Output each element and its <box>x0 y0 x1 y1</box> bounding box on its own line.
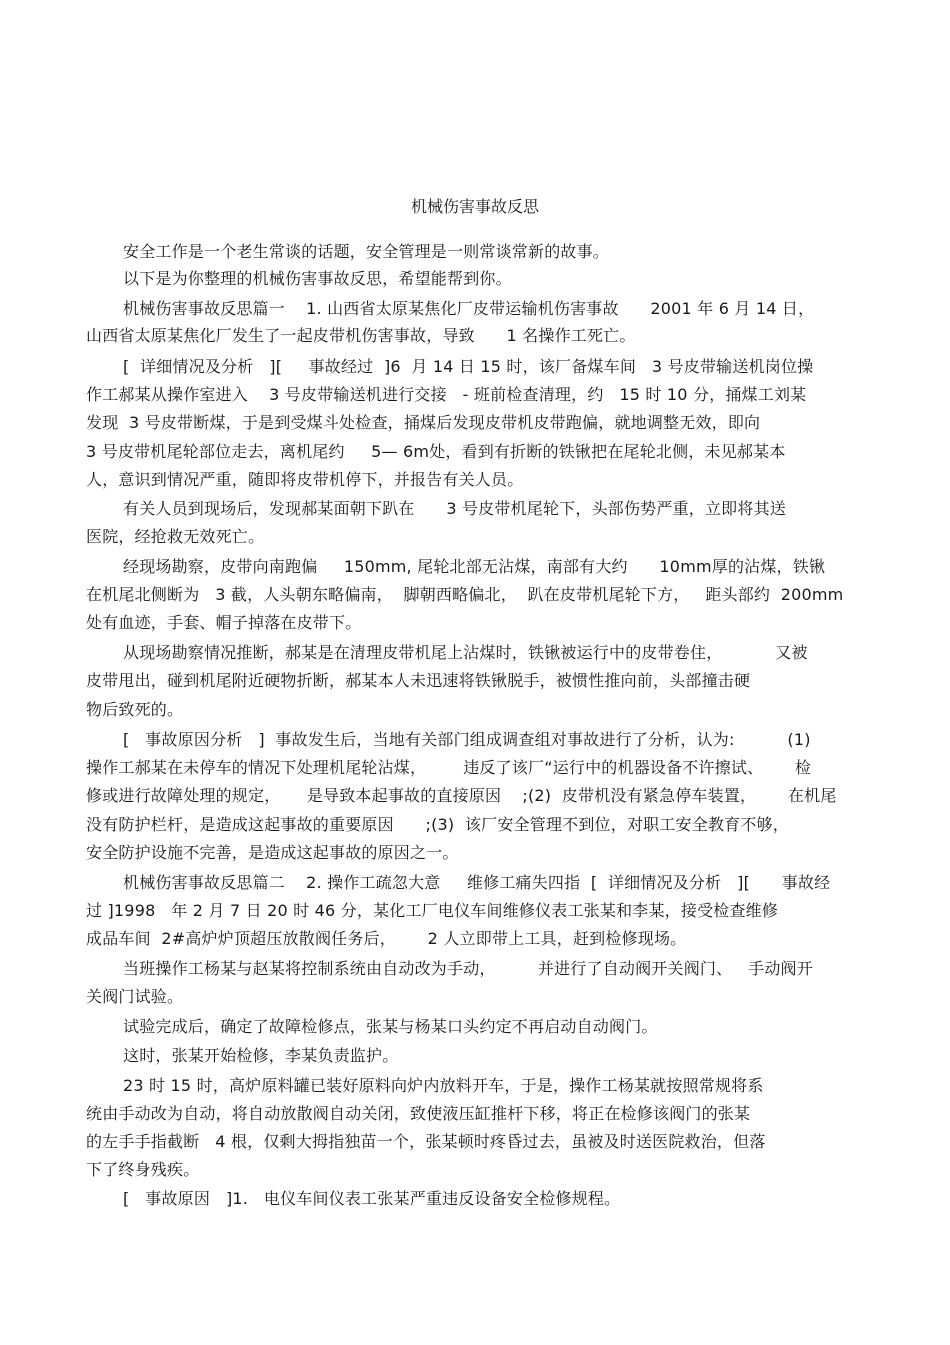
paragraph-line: [ 事故原因分析 ] 事故发生后，当地有关部门组成调查组对事故进行了分析，认为: (1) <box>123 730 811 749</box>
paragraph-line: 当班操作工杨某与赵某将控制系统由自动改为手动， 并进行了自动阀开关阀门、 手动阀开 <box>123 959 813 978</box>
paragraph-line: 发现 3 号皮带断煤，于是到受煤斗处检查，捅煤后发现皮带机皮带跑偏，就地调整无效，即向 <box>86 413 761 432</box>
paragraph-line: 23 时 15 时，高炉原料罐已装好原料向炉内放料开车，于是，操作工杨某就按照常规将系 <box>123 1076 764 1095</box>
paragraph-line: 皮带甩出，碰到机尾附近硬物折断，郝某本人未迅速将铁锹脱手，被惯性推向前，头部撞击硬 <box>86 671 751 690</box>
paragraph-line: 安全防护设施不完善，是造成这起事故的原因之一。 <box>86 843 459 862</box>
paragraph-line: 山西省太原某焦化厂发生了一起皮带机伤害事故，导致 1 名操作工死亡。 <box>86 326 636 345</box>
paragraph-line: 处有血迹，手套、帽子掉落在皮带下。 <box>86 613 362 632</box>
paragraph-line: 有关人员到现场后，发现郝某面朝下趴在 3 号皮带机尾轮下，头部伤势严重，立即将其送 <box>123 499 786 518</box>
paragraph-line: 从现场勘察情况推断，郝某是在清理皮带机尾上沾煤时，铁锹被运行中的皮带卷住， 又被 <box>123 643 808 662</box>
paragraph-line: 的左手手指截断 4 根，仅剩大拇指独苗一个，张某顿时疼昏过去，虽被及时送医院救治，但落 <box>86 1132 766 1151</box>
paragraph-line: 机械伤害事故反思篇一 1. 山西省太原某焦化厂皮带运输机伤害事故 2001 年 6 月 14 日， <box>123 299 815 318</box>
paragraph-line: 在机尾北侧断为 3 截，人头朝东略偏南， 脚朝西略偏北， 趴在皮带机尾轮下方， 距头部约 200mm <box>86 585 844 604</box>
paragraph-line: 修或进行故障处理的规定， 是导致本起事故的直接原因 ;(2) 皮带机没有紧急停车装置， 在机尾 <box>86 786 837 805</box>
paragraph-line: 这时，张某开始检修，李某负责监护。 <box>123 1046 399 1065</box>
paragraph-line: 机械伤害事故反思篇二 2. 操作工疏忽大意 维修工痛失四指 [ 详细情况及分析 ][ 事故经 <box>123 873 831 892</box>
paragraph-line: 操作工郝某在未停车的情况下处理机尾轮沾煤， 违反了该厂“运行中的机器设备不许擦试、 检 <box>86 758 812 777</box>
paragraph-line: 3 号皮带机尾轮部位走去，离机尾约 5— 6m处，看到有折断的铁锹把在尾轮北侧，未见郝某本 <box>86 442 786 461</box>
paragraph-line: 物后致死的。 <box>86 700 184 719</box>
paragraph-line: 成品车间 2#高炉炉顶超压放散阀任务后， 2 人立即带上工具，赶到检修现场。 <box>86 929 687 948</box>
paragraph-line: 安全工作是一个老生常谈的话题，安全管理是一则常谈常新的故事。 <box>123 242 610 261</box>
paragraph-line: 关阀门试验。 <box>86 987 184 1006</box>
paragraph-line: 试验完成后，确定了故障检修点，张某与杨某口头约定不再启动自动阀门。 <box>123 1017 658 1036</box>
paragraph-line: 作工郝某从操作室进入 3 号皮带输送机进行交接 - 班前检查清理，约 15 时 10 分，捅煤工刘某 <box>86 385 807 404</box>
document-title: 机械伤害事故反思 <box>410 197 539 216</box>
paragraph-line: 人，意识到情况严重，随即将皮带机停下，并报告有关人员。 <box>86 470 524 489</box>
paragraph-line: 下了终身残疾。 <box>86 1160 200 1179</box>
paragraph-line: 以下是为你整理的机械伤害事故反思，希望能帮到你。 <box>123 269 512 288</box>
paragraph-line: 过 ]1998 年 2 月 7 日 20 时 46 分，某化工厂电仪车间维修仪表工张某和李某，接受检查维修 <box>86 901 779 920</box>
paragraph-line: 经现场勘察，皮带向南跑偏 150mm, 尾轮北部无沾煤，南部有大约 10mm厚的沾煤，铁锹 <box>123 557 826 576</box>
paragraph-line: 没有防护栏杆，是造成这起事故的重要原因 ;(3) 该厂安全管理不到位，对职工安全教育不够， <box>86 815 789 834</box>
paragraph-line: [ 事故原因 ]1. 电仪车间仪表工张某严重违反设备安全检修规程。 <box>123 1189 621 1208</box>
paragraph-line: [ 详细情况及分析 ][ 事故经过 ]6 月 14 日 15 时，该厂备煤车间 3 号皮带输送机岗位操 <box>123 357 814 376</box>
paragraph-line: 统由手动改为自动，将自动放散阀自动关闭，致使液压缸推杆下移，将正在检修该阀门的张某 <box>86 1104 751 1123</box>
paragraph-line: 医院，经抢救无效死亡。 <box>86 527 265 546</box>
